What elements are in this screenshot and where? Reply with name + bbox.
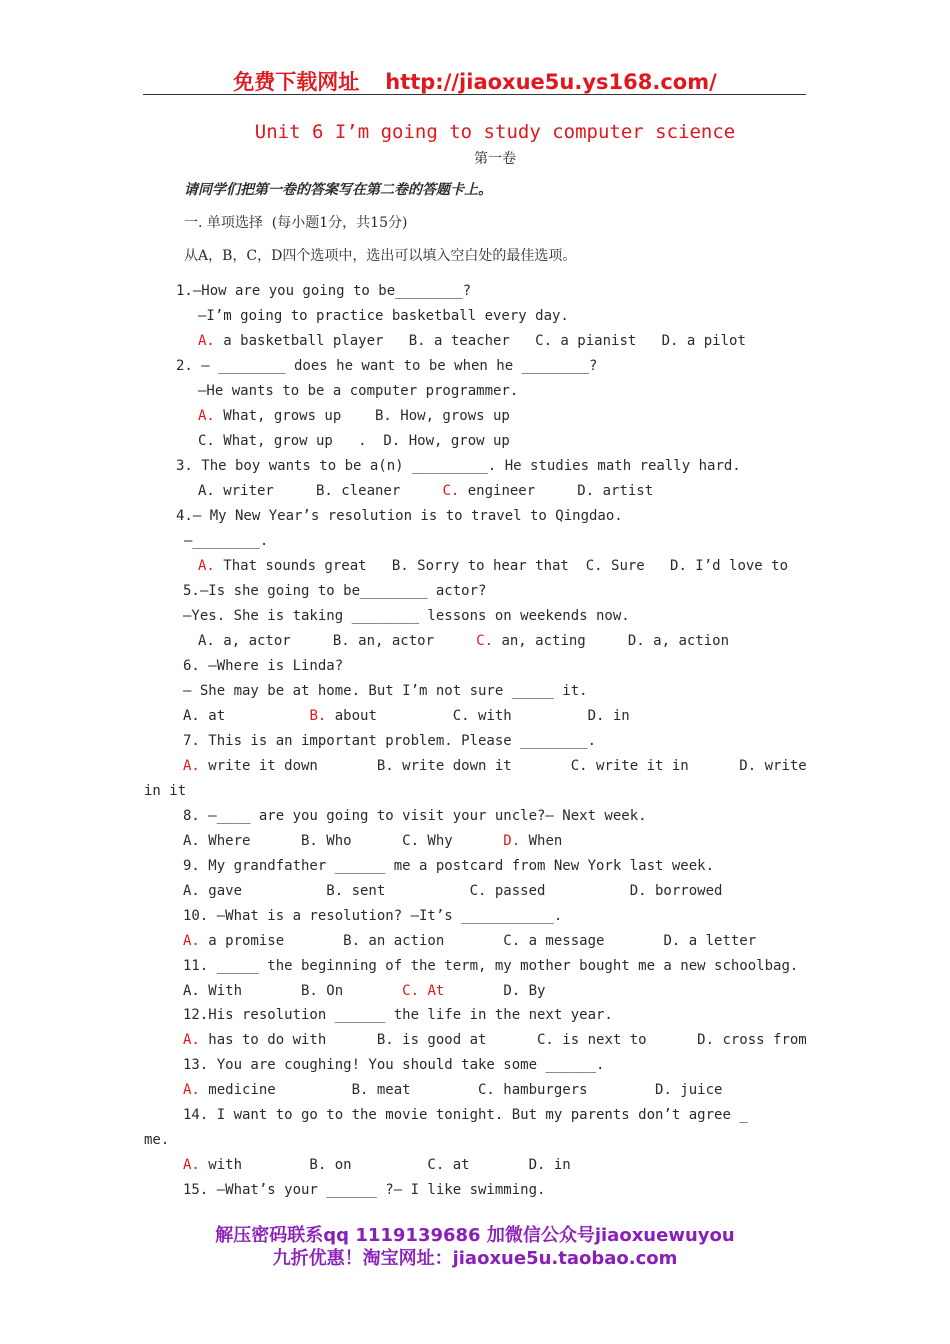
answer-mark: A.: [198, 333, 215, 349]
question-2-line2: —He wants to be a computer programmer.: [198, 383, 519, 399]
header-label: 免费下载网址: [233, 70, 360, 94]
answer-mark: A.: [183, 758, 200, 774]
header-divider: [143, 94, 806, 95]
question-4-stem: 4.— My New Year’s resolution is to travel to Qingdao.: [176, 508, 623, 524]
question-1-options: A. a basketball player B. a teacher C. a pianist D. a pilot: [198, 333, 746, 349]
question-6-line2: — She may be at home. But I’m not sure _____ it.: [183, 683, 588, 699]
question-7-wrap: in it: [144, 783, 187, 799]
answer-mark: A.: [183, 1082, 200, 1098]
question-6-options: A. at B. about C. with D. in: [183, 708, 630, 724]
question-14-stem: 14. I want to go to the movie tonight. But my parents don’t agree _: [183, 1107, 748, 1123]
footer-shop-link[interactable]: 九折优惠！淘宝网址：jiaoxue5u.taobao.com: [272, 1248, 678, 1269]
document-title: Unit 6 I’m going to study computer science: [254, 121, 736, 143]
question-13-options: A. medicine B. meat C. hamburgers D. juice: [183, 1082, 723, 1098]
question-8-stem: 8. —____ are you going to visit your uncle?— Next week.: [183, 808, 647, 824]
question-2-stem: 2. — ________ does he want to be when he ________?: [176, 358, 598, 374]
question-12-options: A. has to do with B. is good at C. is next to D. cross from: [183, 1032, 807, 1048]
question-14-options: A. with B. on C. at D. in: [183, 1157, 571, 1173]
question-9-stem: 9. My grandfather ______ me a postcard from New York last week.: [183, 858, 715, 874]
question-5-options: A. a, actor B. an, actor C. an, acting D. a, action: [198, 633, 730, 649]
download-header: [0, 66, 950, 96]
section-instruction: 从A，B，C，D四个选项中，选出可以填入空白处的最佳选项。: [184, 248, 577, 264]
question-8-options: A. Where B. Who C. Why D. When: [183, 833, 563, 849]
question-15-stem: 15. —What’s your ______ ?— I like swimming.: [183, 1182, 546, 1198]
answer-mark: D.: [503, 833, 521, 849]
question-5-line2: —Yes. She is taking ________ lessons on weekends now.: [183, 608, 630, 624]
question-9-options: A. gave B. sent C. passed D. borrowed: [183, 883, 723, 899]
question-2-options-ab: A. What, grows up B. How, grows up: [198, 408, 510, 424]
answer-mark: A.: [198, 408, 215, 424]
question-1-stem: 1.—How are you going to be________?: [176, 283, 472, 299]
question-1-line2: —I’m going to practice basketball every day.: [198, 308, 569, 324]
question-7-stem: 7. This is an important problem. Please ________.: [183, 733, 597, 749]
question-4-line2: —________.: [184, 533, 269, 549]
question-2-options-cd: C. What, grow up . D. How, grow up: [198, 433, 510, 449]
answer-mark: A.: [183, 1157, 200, 1173]
footer-contact: 解压密码联系qq 1119139686 加微信公众号jiaoxuewuyou: [215, 1225, 735, 1246]
question-3-stem: 3. The boy wants to be a(n) _________. He studies math really hard.: [176, 458, 741, 474]
answer-mark: C.: [442, 483, 460, 499]
question-5-stem: 5.—Is she going to be________ actor?: [183, 583, 487, 599]
question-14-wrap: me.: [144, 1132, 170, 1148]
question-11-stem: 11. _____ the beginning of the term, my mother bought me a new schoolbag.: [183, 958, 799, 974]
question-6-stem: 6. —Where is Linda?: [183, 658, 344, 674]
answer-mark: C.: [476, 633, 494, 649]
question-4-options: A. That sounds great B. Sorry to hear that C. Sure D. I’d love to: [198, 558, 789, 574]
document-subtitle: 第一卷: [474, 151, 516, 167]
answer-mark: A.: [183, 1032, 200, 1048]
answer-mark: A.: [198, 558, 215, 574]
answer-mark: B.: [309, 708, 327, 724]
question-10-options: A. a promise B. an action C. a message D. a letter: [183, 933, 757, 949]
question-3-options: A. writer B. cleaner C. engineer D. artist: [198, 483, 654, 499]
answer-notice: 请同学们把第一卷的答案写在第二卷的答题卡上。: [184, 182, 492, 198]
question-11-options: A. With B. On C. At D. By: [183, 983, 546, 999]
answer-mark: C. At: [402, 983, 445, 999]
section-heading: 一. 单项选择 (每小题1分，共15分): [184, 215, 408, 231]
question-10-stem: 10. —What is a resolution? —It’s ___________.: [183, 908, 563, 924]
question-7-options: A. write it down B. write down it C. write it in D. write: [183, 758, 807, 774]
header-url-link[interactable]: http://jiaoxue5u.ys168.com/: [385, 70, 717, 94]
answer-mark: A.: [183, 933, 200, 949]
question-12-stem: 12.His resolution ______ the life in the next year.: [183, 1007, 613, 1023]
question-13-stem: 13. You are coughing! You should take some ______.: [183, 1057, 605, 1073]
